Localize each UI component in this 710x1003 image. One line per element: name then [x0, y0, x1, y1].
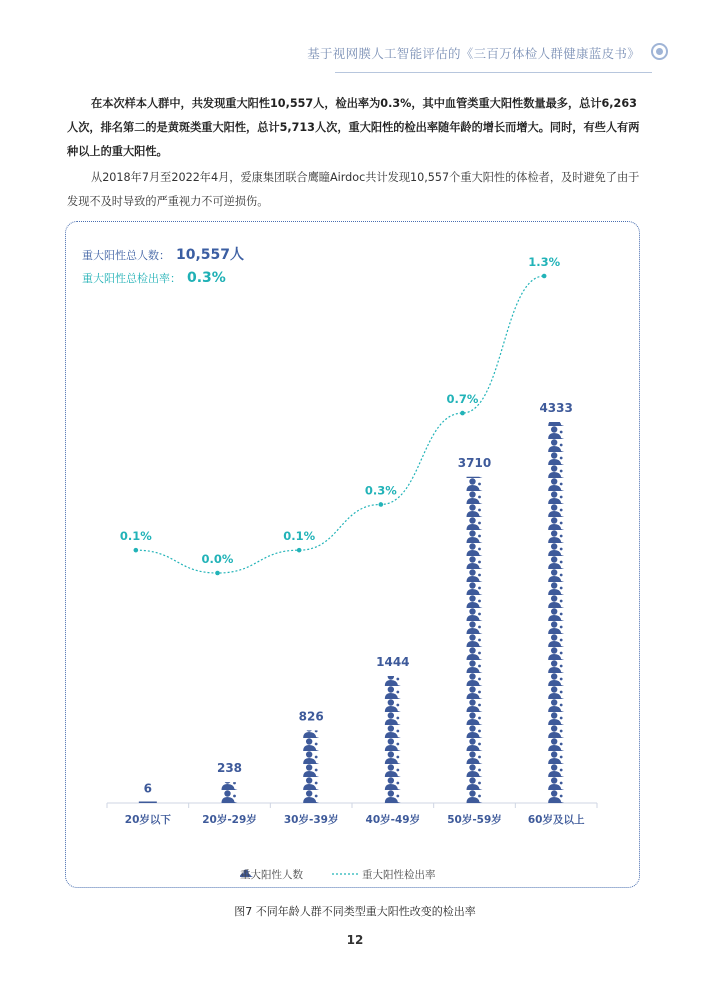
person-body-icon [548, 550, 564, 556]
bar-icons [303, 712, 319, 803]
person-body-icon [548, 498, 564, 504]
category-label: 50岁-59岁 [447, 814, 502, 826]
person-head-icon [551, 517, 557, 523]
paragraph-detail: 从2018年7月至2022年4月，爱康集团联合鹰瞳Airdoc共计发现10,557个重大阳性的体检者，及时避免了由于发现不及时导致的严重视力不可逆损伤。 [67, 171, 640, 208]
rate-value-label: 1.3% [528, 255, 561, 269]
total-label: 重大阳性总人数： [82, 249, 170, 262]
person-head-icon [551, 569, 557, 575]
person-dot-icon [315, 743, 318, 746]
person-dot-icon [560, 548, 563, 551]
person-dot-icon [233, 795, 236, 798]
person-head-icon [469, 725, 475, 731]
person-head-icon [469, 712, 475, 718]
person-dot-icon [315, 756, 318, 759]
person-body-icon [548, 680, 564, 686]
person-dot-icon [560, 418, 563, 421]
person-head-icon [551, 777, 557, 783]
person-dot-icon [396, 730, 399, 733]
person-body-icon [467, 537, 483, 543]
person-body-icon [467, 511, 483, 517]
person-head-icon [551, 751, 557, 757]
person-body-icon [385, 745, 401, 751]
person-head-icon [551, 582, 557, 588]
person-head-icon [551, 556, 557, 562]
person-body-icon [385, 732, 401, 738]
legend-bar-label: 重大阳性人数 [240, 869, 303, 881]
person-body-icon [548, 719, 564, 725]
person-body-icon [548, 602, 564, 608]
person-head-icon [551, 621, 557, 627]
person-dot-icon [478, 691, 481, 694]
bar-value-label: 4333 [539, 401, 573, 415]
person-head-icon [306, 738, 312, 744]
header-title: 基于视网膜人工智能评估的《三百万体检人群健康蓝皮书》 [307, 46, 640, 61]
person-body-icon [467, 628, 483, 634]
person-body-icon [467, 745, 483, 751]
person-body-icon [548, 576, 564, 582]
rate-value-label: 0.1% [283, 529, 316, 544]
person-body-icon [548, 537, 564, 543]
person-body-icon [548, 524, 564, 530]
person-head-icon [469, 556, 475, 562]
person-head-icon [306, 790, 312, 796]
person-dot-icon [396, 756, 399, 759]
person-dot-icon [560, 535, 563, 538]
person-dot-icon [560, 795, 563, 798]
person-dot-icon [560, 561, 563, 564]
person-dot-icon [478, 574, 481, 577]
person-dot-icon [560, 509, 563, 512]
person-dot-icon [478, 561, 481, 564]
person-dot-icon [315, 782, 318, 785]
bar-icons [385, 660, 401, 803]
person-head-icon [469, 582, 475, 588]
person-body-icon [467, 706, 483, 712]
person-dot-icon [396, 717, 399, 720]
person-dot-icon [560, 717, 563, 720]
person-head-icon [306, 751, 312, 757]
pictogram-bars [139, 400, 564, 803]
person-head-icon [306, 725, 312, 731]
person-body-icon [548, 433, 564, 439]
person-head-icon [551, 452, 557, 458]
person-head-icon [469, 790, 475, 796]
person-dot-icon [478, 613, 481, 616]
person-head-icon [469, 491, 475, 497]
person-dot-icon [478, 795, 481, 798]
bar-5 [548, 400, 564, 803]
person-head-icon [306, 777, 312, 783]
person-body-icon [548, 589, 564, 595]
category-label: 20岁以下 [124, 814, 171, 826]
person-body-icon [467, 654, 483, 660]
person-head-icon [551, 647, 557, 653]
person-body-icon [385, 784, 401, 790]
person-head-icon [224, 777, 230, 783]
person-dot-icon [315, 769, 318, 772]
category-label: 20岁-29岁 [202, 814, 257, 826]
person-body-icon [467, 550, 483, 556]
person-body-icon [467, 576, 483, 582]
person-body-icon [385, 771, 401, 777]
person-head-icon [388, 790, 394, 796]
rate-point [297, 548, 302, 553]
rate-point [379, 502, 384, 507]
person-dot-icon [560, 704, 563, 707]
person-head-icon [551, 491, 557, 497]
person-head-icon [551, 699, 557, 705]
person-head-icon [551, 686, 557, 692]
legend-line-label: 重大阳性检出率 [362, 869, 436, 881]
person-body-icon [385, 693, 401, 699]
person-dot-icon [396, 678, 399, 681]
person-body-icon [548, 654, 564, 660]
person-body-icon [548, 706, 564, 712]
person-dot-icon [478, 769, 481, 772]
person-head-icon [469, 764, 475, 770]
person-head-icon [388, 777, 394, 783]
person-body-icon [467, 680, 483, 686]
person-body-icon [548, 693, 564, 699]
person-dot-icon [478, 782, 481, 785]
person-dot-icon [396, 704, 399, 707]
rate-value-label: 0.1% [119, 529, 152, 544]
category-label: 30岁-39岁 [283, 814, 339, 826]
person-dot-icon [560, 743, 563, 746]
person-body-icon [548, 472, 564, 478]
person-body-icon [467, 485, 483, 491]
person-body-icon [385, 680, 401, 686]
person-dot-icon [560, 678, 563, 681]
person-head-icon [469, 608, 475, 614]
person-body-icon [467, 498, 483, 504]
person-body-icon [303, 732, 319, 738]
person-dot-icon [478, 470, 481, 473]
person-dot-icon [560, 626, 563, 629]
person-dot-icon [315, 730, 318, 733]
person-dot-icon [560, 470, 563, 473]
person-body-icon [548, 628, 564, 634]
bar-2 [303, 712, 319, 803]
person-dot-icon [478, 639, 481, 642]
chart-grid [107, 803, 597, 808]
person-body-icon [303, 758, 319, 764]
person-head-icon [469, 738, 475, 744]
person-body-icon [548, 784, 564, 790]
person-dot-icon [560, 665, 563, 668]
person-dot-icon [560, 574, 563, 577]
person-head-icon [388, 712, 394, 718]
person-body-icon [548, 667, 564, 673]
bar-value-label: 1444 [376, 655, 410, 670]
person-body-icon [467, 719, 483, 725]
person-dot-icon [560, 522, 563, 525]
rate-point [460, 411, 465, 416]
person-body-icon [548, 485, 564, 491]
person-body-icon [467, 641, 483, 647]
person-body-icon [222, 784, 238, 790]
person-body-icon [467, 667, 483, 673]
person-head-icon [388, 725, 394, 731]
person-body-icon [303, 784, 319, 790]
person-head-icon [551, 764, 557, 770]
person-body-icon [467, 797, 483, 803]
person-head-icon [469, 595, 475, 601]
person-head-icon [469, 569, 475, 575]
person-head-icon [551, 595, 557, 601]
person-head-icon [469, 647, 475, 653]
person-head-icon [551, 478, 557, 484]
person-dot-icon [396, 769, 399, 772]
rate-label: 重大阳性总检出率： [82, 272, 181, 285]
person-body-icon [385, 758, 401, 764]
person-body-icon [548, 563, 564, 569]
rate-point [134, 548, 139, 553]
person-body-icon [467, 615, 483, 621]
person-body-icon [385, 719, 401, 725]
person-dot-icon [478, 730, 481, 733]
person-dot-icon [560, 444, 563, 447]
person-head-icon [306, 764, 312, 770]
person-dot-icon [478, 743, 481, 746]
person-head-icon [551, 660, 557, 666]
person-dot-icon [396, 691, 399, 694]
person-head-icon [551, 712, 557, 718]
person-dot-icon [396, 782, 399, 785]
person-head-icon [469, 543, 475, 549]
person-head-icon [469, 699, 475, 705]
person-head-icon [551, 634, 557, 640]
person-dot-icon [560, 496, 563, 499]
person-dot-icon [478, 587, 481, 590]
bar-icons [467, 452, 483, 803]
person-dot-icon [478, 678, 481, 681]
person-body-icon [385, 797, 401, 803]
person-dot-icon [560, 756, 563, 759]
person-body-icon [548, 615, 564, 621]
page-number: 12 [346, 933, 364, 947]
person-body-icon [548, 446, 564, 452]
bar-value-label: 6 [143, 781, 153, 796]
person-head-icon [388, 686, 394, 692]
rate-line [134, 274, 547, 576]
figure-caption: 图7 不同年龄人群不同类型重大阳性改变的检出率 [234, 905, 476, 918]
person-dot-icon [478, 717, 481, 720]
person-head-icon [388, 699, 394, 705]
person-dot-icon [478, 756, 481, 759]
person-dot-icon [478, 704, 481, 707]
person-dot-icon [560, 730, 563, 733]
rate-point [542, 274, 547, 279]
person-body-icon [467, 602, 483, 608]
person-dot-icon [478, 665, 481, 668]
person-head-icon [469, 504, 475, 510]
person-head-icon [469, 517, 475, 523]
person-body-icon [548, 758, 564, 764]
person-body-icon [303, 797, 319, 803]
person-dot-icon [560, 652, 563, 655]
bar-value-label: 3710 [457, 455, 492, 470]
person-head-icon [551, 504, 557, 510]
person-dot-icon [560, 769, 563, 772]
person-head-icon [388, 673, 394, 679]
person-dot-icon [396, 743, 399, 746]
paragraph-summary: 在本次样本人群中，共发现重大阳性10,557人，检出率为0.3%，其中血管类重大阳性数量最多，总计6,263人次，排名第二的是黄斑类重大阳性，总计5,713人次，重大阳性的检出率随年龄的增长而增大。同时，有些人有两种以上的重大阳性。 [67, 97, 640, 158]
person-dot-icon [560, 457, 563, 460]
person-head-icon [551, 790, 557, 796]
person-body-icon [548, 797, 564, 803]
person-dot-icon [478, 496, 481, 499]
person-head-icon [388, 751, 394, 757]
person-head-icon [551, 439, 557, 445]
person-body-icon [467, 693, 483, 699]
person-head-icon [551, 543, 557, 549]
person-body-icon [467, 524, 483, 530]
person-body-icon [467, 732, 483, 738]
person-head-icon [469, 530, 475, 536]
person-body-icon [467, 472, 483, 478]
bar-value-label: 826 [298, 709, 324, 724]
category-label: 40岁-49岁 [365, 814, 421, 826]
person-body-icon [222, 797, 238, 803]
person-head-icon [469, 751, 475, 757]
person-body-icon [548, 771, 564, 777]
person-dot-icon [478, 509, 481, 512]
person-dot-icon [560, 587, 563, 590]
person-head-icon [469, 660, 475, 666]
person-head-icon [388, 738, 394, 744]
person-body-icon [467, 589, 483, 595]
person-dot-icon [560, 782, 563, 785]
rate-series-line [136, 276, 544, 573]
chart-labels [120, 255, 585, 826]
person-head-icon [551, 673, 557, 679]
person-head-icon [469, 621, 475, 627]
person-dot-icon [478, 483, 481, 486]
person-head-icon [388, 764, 394, 770]
person-head-icon [469, 673, 475, 679]
person-dot-icon [560, 613, 563, 616]
person-body-icon [467, 563, 483, 569]
person-body-icon [467, 771, 483, 777]
bar-icons [548, 400, 564, 803]
person-head-icon [469, 634, 475, 640]
bar-3 [385, 660, 401, 803]
person-head-icon [224, 790, 230, 796]
total-value: 10,557人 [176, 247, 245, 263]
bar-4 [467, 452, 483, 803]
person-head-icon [551, 426, 557, 432]
bar-value-label: 238 [216, 761, 243, 776]
bar-stub [139, 802, 157, 804]
person-dot-icon [478, 535, 481, 538]
person-head-icon [551, 608, 557, 614]
person-head-icon [469, 478, 475, 484]
person-body-icon [548, 732, 564, 738]
rate-value-label: 0.3% [364, 483, 397, 498]
person-dot-icon [560, 691, 563, 694]
person-dot-icon [233, 782, 236, 785]
person-body-icon [385, 706, 401, 712]
person-head-icon [551, 465, 557, 471]
rate-value: 0.3% [187, 270, 226, 286]
person-body-icon [548, 459, 564, 465]
person-head-icon [469, 777, 475, 783]
person-dot-icon [478, 626, 481, 629]
person-dot-icon [478, 548, 481, 551]
person-dot-icon [478, 652, 481, 655]
person-dot-icon [560, 639, 563, 642]
person-head-icon [551, 738, 557, 744]
person-body-icon [467, 758, 483, 764]
person-dot-icon [560, 431, 563, 434]
person-body-icon [548, 511, 564, 517]
person-body-icon [548, 641, 564, 647]
person-body-icon [303, 745, 319, 751]
person-dot-icon [478, 522, 481, 525]
person-dot-icon [315, 795, 318, 798]
rate-point [215, 571, 220, 576]
category-label: 60岁及以上 [527, 814, 585, 826]
person-body-icon [303, 771, 319, 777]
person-dot-icon [560, 483, 563, 486]
person-head-icon [551, 530, 557, 536]
person-body-icon [548, 745, 564, 751]
person-head-icon [469, 686, 475, 692]
person-head-icon [551, 725, 557, 731]
person-dot-icon [560, 600, 563, 603]
person-dot-icon [478, 600, 481, 603]
rate-value-label: 0.7% [446, 392, 479, 407]
person-dot-icon [396, 795, 399, 798]
person-body-icon [467, 784, 483, 790]
rate-value-label: 0.0% [201, 552, 234, 566]
person-body-icon [548, 420, 564, 426]
